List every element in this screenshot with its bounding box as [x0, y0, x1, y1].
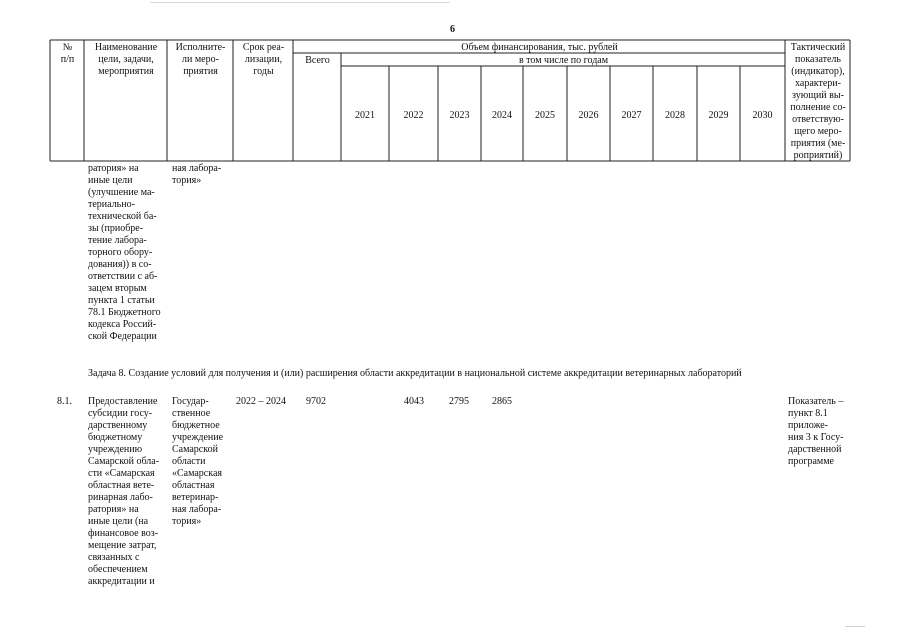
row-8-1-number: 8.1. — [57, 396, 72, 407]
header-col-executors: Исполните- ли меро- приятия — [175, 42, 226, 77]
header-year-2024: 2024 — [492, 110, 512, 121]
header-year-2030: 2030 — [752, 110, 773, 121]
header-year-2023: 2023 — [449, 110, 470, 121]
row-8-1-indicator: Показатель – пункт 8.1 приложе- ния 3 к Госу- дарственной программе — [788, 396, 844, 467]
header-year-2021: 2021 — [355, 110, 375, 121]
continuation-name-text: ратория» на иные цели (улучшение ма- териально- технической ба- зы (приобре- тение лабора- торного обору- дования)) в со- ответствии с аб- зацем вторым пункта 1 статьи 78.1 Бюджетного кодекса Россий- ской Федерации — [88, 163, 161, 342]
continuation-executor-text: ная лабора- тория» — [172, 163, 222, 186]
row-8-1-term: 2022 – 2024 — [236, 396, 286, 407]
task-8-heading: Задача 8. Создание условий для получения и (или) расширения области аккредитации в национальной системе аккредитации ветеринарных лабораторий — [88, 368, 742, 379]
row-8-1-year-2023: 2795 — [449, 396, 469, 407]
header-year-2025: 2025 — [535, 110, 555, 121]
row-8-1-name: Предоставление субсидии госу- дарственному бюджетному учреждению Самарской обла- сти «Самарская областная вете- ринарная лабо- ратория» на иные цели (на финансовое воз- мещение затрат, связанных с обеспечением аккредитации и — [88, 396, 160, 587]
header-year-2029: 2029 — [708, 110, 729, 121]
header-year-2027: 2027 — [621, 110, 642, 121]
row-8-1-total: 9702 — [306, 396, 326, 407]
scan-artifact-mark — [845, 626, 865, 627]
header-finance-title: Объем финансирования, тыс. рублей — [461, 42, 618, 53]
header-col-term: Срок реа- лизации, годы — [242, 42, 285, 77]
header-indicator: Тактический показатель (индикатор), характери- зующий вы- полнение со- ответствую- щего меро- приятия (ме- роприятий) — [790, 42, 846, 161]
row-8-1-year-2024: 2865 — [492, 396, 512, 407]
header-by-years: в том числе по годам — [518, 55, 609, 66]
page-number: 6 — [450, 24, 455, 35]
header-col-number: № п/п — [60, 42, 75, 65]
header-total: Всего — [305, 55, 330, 66]
header-col-name: Наименование цели, задачи, мероприятия — [94, 42, 158, 77]
row-8-1-executor: Государ- ственное бюджетное учреждение Самарской области «Самарская областная ветеринар- ная лабора- тория» — [172, 396, 224, 527]
header-year-2028: 2028 — [665, 110, 685, 121]
row-8-1-year-2022: 4043 — [404, 396, 424, 407]
header-year-2026: 2026 — [578, 110, 599, 121]
header-year-2022: 2022 — [403, 110, 424, 121]
